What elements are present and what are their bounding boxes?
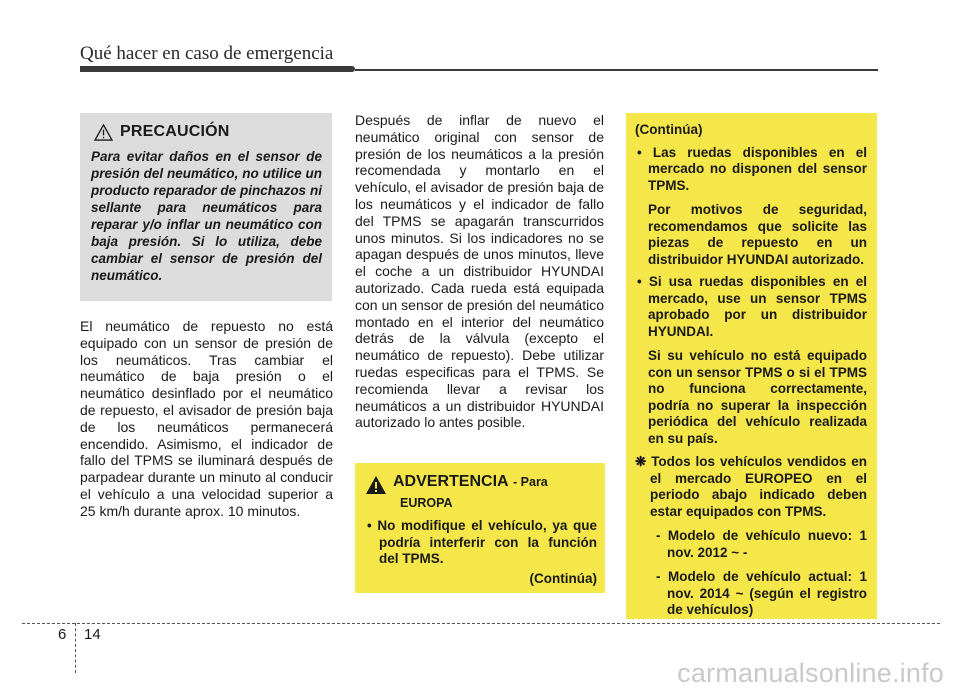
warning-continues: (Continúa) [529, 570, 597, 586]
warning-bullet: • No modifique el vehículo, ya que podría interferir con la función del TPMS. [367, 518, 597, 566]
warning-box [355, 463, 605, 593]
warning-subtitle: EUROPA [400, 496, 453, 510]
continuation-box [626, 113, 877, 619]
warning-triangle-icon [365, 475, 387, 495]
watermark: carmanualsonline.info [677, 658, 944, 688]
bullet-approved-sensor: • Si usa ruedas disponibles en el mercado, use un sensor TPMS aprobado por un distribuidor HYUNDAI. [637, 274, 867, 339]
footer-rule [22, 623, 940, 624]
reinflate-paragraph: Después de inflar de nuevo el neumático original con sensor de presión de los neumáticos a la presión recomendada y montarlo en el vehículo, el avisador de presión baja de los neumáticos y el indicador de fallo del TPMS se apagarán transcurridos unos minutos. Si los indicadores no se apagan después de unos minutos, lleve el coche a un distribuidor HYUNDAI autorizado. Cada rueda está equipada con un sensor de presión del neumático montado en el interior del neumático detrás de la válvula (excepto el neumático de repuesto). Debe utilizar ruedas especificas para el TPMS. Se recomienda llevar a revisar los neumáticos a un distribuidor HYUNDAI autorizado lo antes posible. [355, 112, 604, 431]
warning-title-suffix: - Para [513, 475, 548, 489]
spare-tire-paragraph: El neumático de repuesto no está equipado con un sensor de presión de los neumáticos. Tras cambiar el neumático de baja presión o el neumático desinflado por el neumático de repuesto, el avisador de presión baja de los neumáticos permanecerá encendido. Asimismo, el indicador de fallo del TPMS se iluminará después de parpadear durante un minuto al conducir el vehículo a una velocidad superior a 25 km/h durante aprox. 10 minutos. [80, 318, 333, 519]
bullet-market-wheels-extra: Por motivos de seguridad, recomendamos que solicite las piezas de repuesto en un distribuidor HYUNDAI autorizado. [648, 202, 867, 267]
page-number: 14 [84, 626, 101, 643]
caution-triangle-icon [94, 124, 113, 141]
warning-header [365, 473, 597, 495]
header-rule-thin [355, 69, 878, 71]
caution-header [94, 123, 322, 141]
page-header-title: Qué hacer en caso de emergencia [80, 43, 334, 64]
caution-text: Para evitar daños en el sensor de presión del neumático, no utilice un producto reparador de pinchazos ni sellante para neumáticos para reparar y/o inflar un neumático con baja presión. Si lo utiliza, debe cambiar el sensor de presión del neumático. [91, 149, 322, 283]
warning-title: ADVERTENCIA [393, 473, 509, 490]
chapter-number: 6 [58, 626, 67, 643]
bullet-approved-sensor-extra: Si su vehículo no está equipado con un sensor TPMS o si el TPMS no funciona correctamente, podría no superar la inspección periódica del vehículo realizada en su país. [648, 348, 867, 446]
continuation-heading: (Continúa) [635, 122, 703, 137]
date-current-model: - Modelo de vehículo actual: 1 nov. 2014 ~ (según el registro de vehículos) [656, 569, 867, 617]
footer-divider [75, 623, 76, 673]
caution-box [80, 113, 332, 301]
europe-note: ❋ Todos los vehículos vendidos en el mercado EUROPEO en el periodo abajo indicado deben estar equipados con TPMS. [635, 454, 867, 519]
date-new-model: - Modelo de vehículo nuevo: 1 nov. 2012 ~ - [656, 528, 867, 560]
bullet-market-wheels: • Las ruedas disponibles en el mercado no disponen del sensor TPMS. [637, 144, 867, 193]
caution-title: PRECAUCIÓN [120, 123, 230, 140]
header-rule-thick [80, 66, 355, 72]
